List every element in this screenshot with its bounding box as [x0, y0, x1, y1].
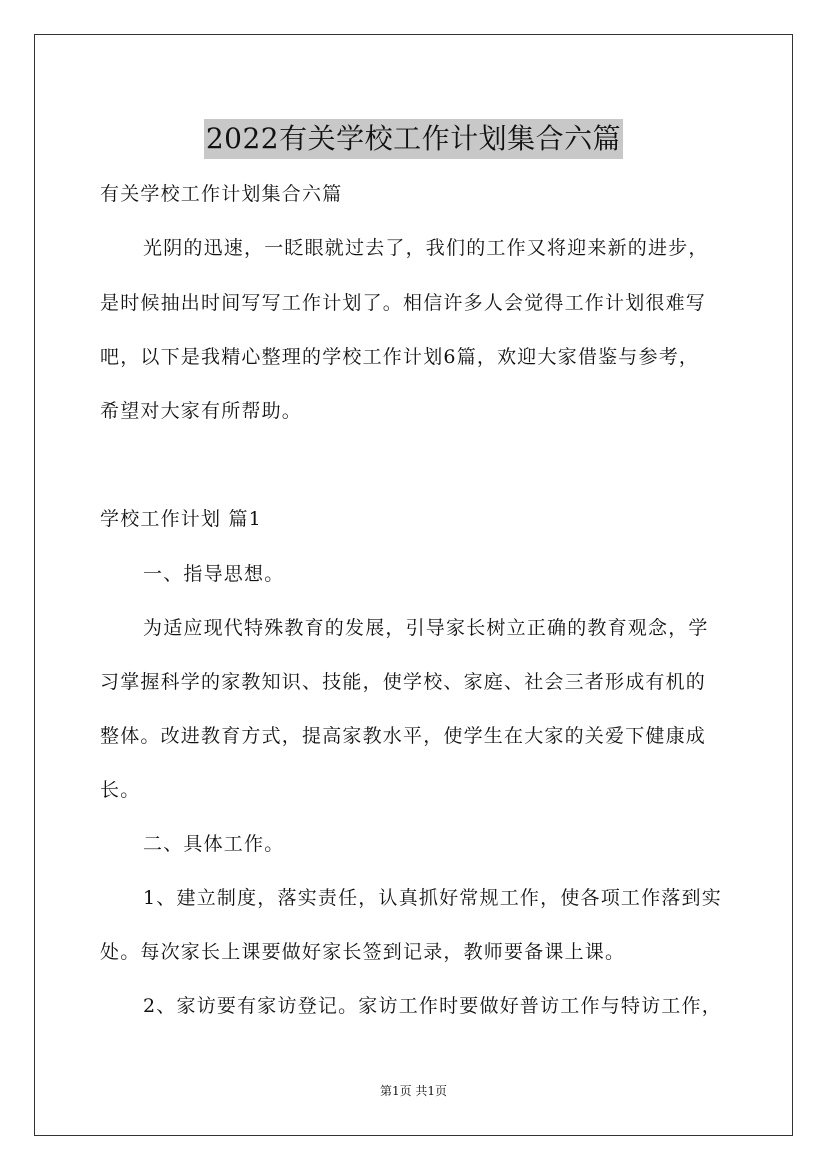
- document-title: 2022有关学校工作计划集合六篇: [204, 119, 623, 159]
- body-line: 整体。改进教育方式，提高家教水平，使学生在大家的关爱下健康成: [100, 725, 707, 747]
- body-line: 习掌握科学的家教知识、技能，使学校、家庭、社会三者形成有机的: [100, 671, 707, 693]
- title-container: [0, 100, 827, 178]
- intro-line: 是时候抽出时间写写工作计划了。相信许多人会觉得工作计划很难写: [100, 292, 707, 314]
- document-subtitle: 有关学校工作计划集合六篇: [100, 183, 343, 205]
- body-line: 处。每次家长上课要做好家长签到记录，教师要备课上课。: [100, 941, 626, 963]
- intro-line: 光阴的迅速，一眨眼就过去了，我们的工作又将迎来新的进步，: [143, 237, 709, 259]
- page-number: 第1页 共1页: [379, 1084, 448, 1098]
- body-line: 长。: [100, 779, 141, 801]
- body-line: 1、建立制度，落实责任，认真抓好常规工作，使各项工作落到实: [143, 887, 722, 909]
- body-line: 为适应现代特殊教育的发展，引导家长树立正确的教育观念，学: [143, 617, 709, 639]
- section-heading: 学校工作计划 篇1: [100, 508, 262, 530]
- body-line: 2、家访要有家访登记。家访工作时要做好普访工作与特访工作，: [143, 995, 722, 1017]
- part2-heading: 二、具体工作。: [143, 833, 285, 855]
- intro-line: 希望对大家有所帮助。: [100, 400, 303, 422]
- part1-heading: 一、指导思想。: [143, 563, 285, 585]
- intro-line: 吧，以下是我精心整理的学校工作计划6篇，欢迎大家借鉴与参考，: [100, 346, 700, 368]
